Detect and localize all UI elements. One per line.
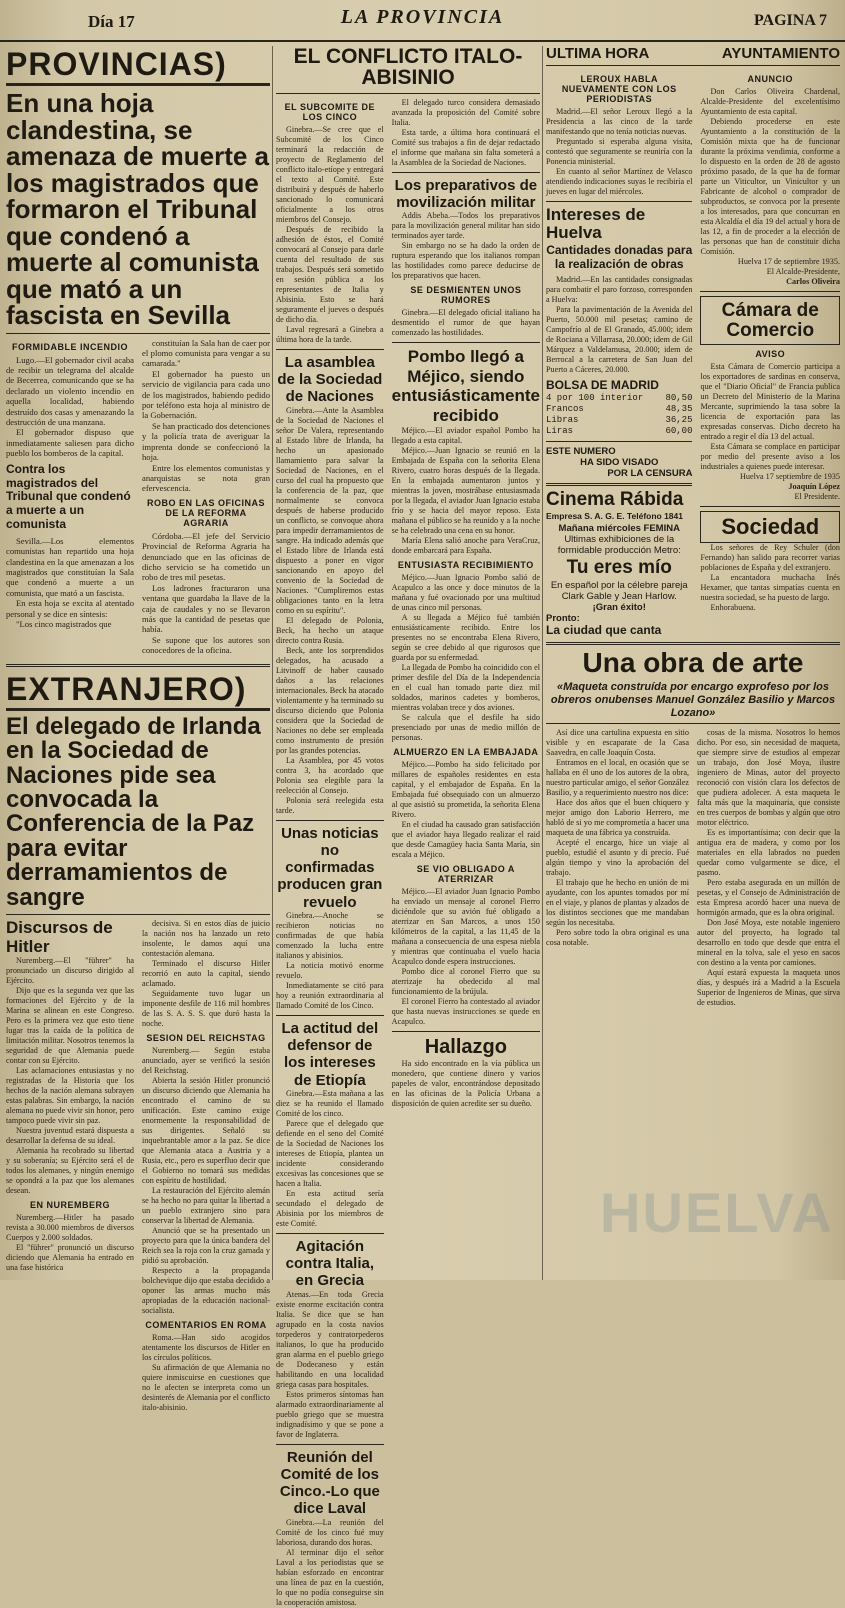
- divider: [276, 1015, 384, 1016]
- divider: [392, 1031, 540, 1032]
- paragraph: Madrid.—En las cantidades consignadas para combatir el paro forzoso, corresponden a Huelva:: [546, 274, 693, 304]
- paragraph: Sevilla.—Los elementos comunistas han repartido una hoja clandestina en la que amenazan a los magistrados que constituían la Sala que condenó a muerte a un comunista, que mató a un fascista.: [6, 535, 134, 598]
- paragraph: Nuremberg.—El "führer" ha pronunciado un discurso dirigido al Ejército.: [6, 956, 134, 986]
- paragraph: La Asamblea, por 45 votos contra 3, ha acordado que Polonia sea elegible para la reelección al Consejo.: [276, 755, 384, 795]
- paragraph: Sin embargo no se ha dado la orden de ruptura esperando que los italianos rompan las hostilidades como parece deducirse de los preparativos que hacen.: [391, 241, 540, 281]
- bolsa-row-name: 4 por 100 interior: [546, 392, 644, 403]
- paragraph: Laval regresará a Ginebra a última hora de la tarde.: [276, 324, 384, 344]
- paragraph: Ha sido encontrado en la vía pública un monedero, que contiene dinero y varios papeles de valor, encontrándose depositado en las oficinas de la Policía Urbana a disposición de quien acredite ser su dueño.: [391, 1058, 540, 1108]
- paragraph: Nuremberg.—Hitler ha pasado revista a 30.000 miembros de diversos Cuerpos y 2.000 soldados.: [6, 1213, 134, 1243]
- kicker-robo: ROBO EN LAS OFICINAS DE LA REFORMA AGRARIA: [146, 497, 265, 528]
- paragraph: Anunció que se ha presentado un proyecto para que la única bandera del Reich sea la roja con la cruz gamada y pidió su aprobación.: [142, 1226, 270, 1266]
- paragraph: A su llegada a Méjico fué también entusiásticamente recibido. Entre los presentes no se encontraba Elena Rivero, según se cree debido al que rigurosos que guarda por su enfermedad.: [391, 612, 540, 662]
- paragraph: Así dice una cartulina expuesta en sitio visible y en escaparate de la Casa Saavedra, en calle Joaquín Costa.: [546, 728, 689, 758]
- paragraph: Méjico.—El aviador español Pombo ha llegado a esta capital.: [391, 425, 540, 445]
- paragraph: Preguntado si esperaba alguna visita, contestó que seguramente se reuniría con la Ponencia ministerial.: [546, 137, 693, 167]
- paragraph: El coronel Fierro ha contestado al aviador que hasta nuevas instrucciones se quede en Acapulco.: [391, 996, 540, 1026]
- article-subcomite: [276, 98, 540, 1608]
- paragraph: Debiendo procederse en este Ayuntamiento a la constitución de la Comisión mixta que ha de funcionar durante la próxima vendimia, conforme a lo dispuesto en la orden de 28 de agosto próximo pasado, de la que ha de formar parte un Viticultor, un Vinicultor y un Fabricante de alcohol o comprador de subproductos, se convoca por la presente a los interesados, para que concurran en esta Alcaldía el día 19 del actual y hora de las 12, a fin de proceder a la elección de las personas que han de constituir dicha Comisión.: [700, 117, 840, 257]
- divider: [546, 65, 840, 66]
- headline-pombo: Pombo llegó a Méjico, siendo entusiásticamente recibido: [391, 347, 541, 425]
- camara-signature: El Presidente.: [794, 492, 840, 502]
- headline-intereses-huelva: Intereses de Huelva: [546, 205, 646, 242]
- paragraph: Se han practicado dos detenciones y la policía trata de averiguar la imprenta donde se confeccionó la hoja.: [142, 420, 270, 463]
- paragraph: constituían la Sala han de caer por el plomo comunista para vengar a su camarada.": [142, 337, 270, 369]
- headline-cinema: Cinema Rábida: [546, 488, 684, 510]
- divider: [6, 333, 270, 334]
- column-rule: [542, 46, 543, 1280]
- headline-obra-de-arte: Una obra de arte: [582, 646, 804, 678]
- paragraph: cosas de la misma. Nosotros lo hemos dicho. Por eso, sin necesidad de maqueta, que siempre sirve de estudios al empezar un trabajo, don José Moya, ilustre ingeniero de Minas, autor del proyecto reconoció con visión clara los defectos de que pudiera adolecer. A esta maqueta le falta más que la maquinaria, que consiste en tres cuerpos de bombas y algún que otro motor eléctrico.: [697, 728, 840, 828]
- headline-sociedad: Sociedad: [721, 514, 820, 540]
- paragraph: Roma.—Han sido acogidos atentamente los discursos de Hitler en los círculos políticos.: [142, 1333, 270, 1363]
- kicker-anuncio: ANUNCIO: [747, 74, 793, 85]
- headline-ayuntamiento: AYUNTAMIENTO: [721, 45, 840, 62]
- bolsa-row-value: 60,00: [665, 425, 693, 436]
- paragraph: Para la pavimentación de la Avenida del Puerto, 50.000 mil pesetas; camino de Campofrío al de El Granado, 45.000; idem de Rociana a Villarrasa, 20.000; idem de Gil Márquez a Valdelamusa, 20.000; idem de Berrocal a la carretera de San Juan del Puerto a Cáceres, 20.000.: [546, 304, 693, 374]
- paragraph: Parece que el delegado que defiende en el seno del Comité de la Sociedad de Naciones los intereses de Etiopía, plantea un incidente considerando excesivas las concesiones que se hacen a Italia.: [276, 1118, 384, 1188]
- paragraph: Ginebra.—Esta mañana a las diez se ha reunido el llamado Comité de los cinco.: [276, 1088, 384, 1118]
- divider: [276, 93, 540, 94]
- paragraph: Los ladrones fracturaron una ventana que guardaba la llave de la caja de caudales y no se llevaron más que la cantidad de pesetas que había.: [142, 582, 270, 635]
- paragraph: Alemania ha recobrado su libertad y su soberanía; su Ejército será el de todos los alemanes, y ningún enemigo se opondrá a la paz que los alemanes desean.: [6, 1146, 134, 1196]
- headline-asamblea: La asamblea de la Sociedad de Naciones: [277, 353, 383, 406]
- paragraph: Don José Moya, este notable ingeniero autor del proyecto, ha logrado tal desarrollo en todo que desde que entra el mineral en la tolva, sale el yeso en sacos con destino a la venta por camiones.: [697, 918, 840, 968]
- paragraph: Las aclamaciones entusiastas y no registradas de la Historia que los hechos de la nación alemana subrayen estas palabras. Sin embargo, la nación alemana no puede vivir sin honor, pero tampoco puede vivir sin paz.: [6, 1066, 134, 1126]
- bolsa-row: [546, 415, 692, 426]
- paragraph: Addis Abeba.—Todos los preparativos para la movilización general militar han sido terminados ayer tarde.: [391, 211, 540, 241]
- bolsa-row-value: 48,35: [665, 403, 693, 414]
- article-obra: [546, 728, 840, 1008]
- kicker-subcomite: EL SUBCOMITE DE LOS CINCO: [284, 101, 375, 122]
- headline-ultima-hora: ULTIMA HORA: [546, 45, 650, 62]
- kicker-roma: COMENTARIOS EN ROMA: [145, 1320, 267, 1331]
- kicker-obligado: SE VIO OBLIGADO A ATERRIZAR: [416, 863, 515, 884]
- cinema-next-film: La ciudad que canta: [546, 622, 662, 637]
- paragraph: Entramos en el local, en ocasión que se hallaba en él uno de los autores de la obra, nuestro particular amigo, el señor González Basilio, y a requerimiento nuestro nos dice:: [546, 758, 689, 798]
- paragraph: Ginebra.—Ante la Asamblea de la Sociedad de Naciones el señor De Valera, representando al Estado libre de Irlanda, ha hecho un apasionado llamamiento para salvar la Sociedad de Naciones, en el curso del cual ha propuesto que la conferencia de la paz, que normalmente se convoca después de haberse producido un conflicto, se convoque ahora para impedir derramamientos de sangre. Ha indicado además que el Estado libre de Irlanda está dispuesto a poner en vigor sancionando en apoyo del convenio de la Sociedad de Naciones. "Cumpliremos estas obligaciones tanto en la letra como en su espíritu".: [276, 405, 384, 615]
- headline-bolsa: BOLSA DE MADRID: [546, 377, 659, 392]
- upper-section: [546, 70, 840, 635]
- paragraph: Respecto a la propaganda bolchevique dijo que estaba decidido a oponer las armas mucho más apropiadas de la educación nacional-socialista.: [142, 1266, 270, 1316]
- divider: [546, 441, 692, 442]
- divider: [546, 723, 840, 724]
- paragraph: Esta Cámara de Comercio participa a los exportadores de sardinas en conserva, que el "Diario Oficial" de Francia publica un Decreto del Ministerio de la Marina Mercante, suprimiendo la tasa sobre la licencia de exportación para las expresadas conservas. Dicho decreto ha entrado a regir el día 13 del actual.: [700, 362, 840, 442]
- divider: [392, 342, 540, 343]
- article-incendio: [6, 338, 270, 656]
- paragraph: Al terminar dijo el señor Laval a los periodistas que se habían esforzado en encontrar una línea de paz en la cuestión, lo que no podía conseguirse sin la cooperación amistosa.: [276, 1547, 384, 1607]
- paragraph: Entre los elementos comunistas y anarquistas se nota gran efervescencia.: [142, 462, 270, 494]
- paragraph: Madrid.—El señor Leroux llegó a la Presidencia a las cinco de la tarde manifestando que no tenía noticias nuevas.: [546, 107, 693, 137]
- paragraph: Ginebra.—Anoche se recibieron noticias no confirmadas de que había comenzado la lucha entre italianos y abisinios.: [276, 910, 384, 960]
- ultima-hora-header: [546, 46, 840, 61]
- paragraph: decisiva. Si en estos días de juicio la nación nos ha lanzado un reto insolente, le damos aquí una contestación alemana.: [142, 919, 270, 959]
- paragraph: Su afirmación de que Alemania no quiere inmiscuirse en cuestiones que no le afecten se interpreta como un desinterés de Alemania por el conflicto italo-abisinio.: [142, 1363, 270, 1413]
- divider: [276, 349, 384, 350]
- bolsa-row: [546, 404, 692, 415]
- bolsa-row-name: Francos: [546, 403, 584, 414]
- section-title-extranjero: EXTRANJERO): [6, 671, 270, 711]
- censura-note-mid: HA SIDO VISADO: [580, 456, 659, 468]
- paragraph: Esta Cámara se complace en participar por medio del presente aviso a los industriales a quienes puede interesar.: [700, 442, 840, 472]
- headline-reunion: Reunión del Comité de los Cinco.-Lo que dice Laval: [279, 1448, 380, 1518]
- paragraph: El "führer" pronunció un discurso diciendo que Alemania ha entrado en una fase histórica: [6, 1243, 134, 1273]
- box-camara: [700, 296, 840, 345]
- paragraph: Inmediatamente se citó para hoy a reunión extraordinaria al llamado Comité de los Cinco.: [276, 980, 384, 1010]
- kicker-nuremberg: EN NUREMBERG: [29, 1200, 110, 1211]
- paragraph: Atenas.—En toda Grecia existe enorme excitación contra Italia. Se dice que se han agrupado en la costa navíos torpederos y contratorpederos italianos, lo que ha producido gran alarma en el pueblo griego de Dodecaneso y están habilitando en una localidad griega casas para hospitales.: [276, 1289, 384, 1389]
- divider: [276, 1233, 384, 1234]
- paragraph: Nuremberg.— Según estaba anunciado, ayer se verificó la sesión del Reichstag.: [142, 1046, 270, 1076]
- headline-clandestina: En una hoja clandestina, se amenaza de muerte a los magistrados que formaron el Tribunal que condenó a muerte al comunista que mató a un fascista en Sevilla: [6, 88, 270, 331]
- paragraph: Méjico.—Pombo ha sido felicitado por millares de españoles residentes en esta capital, y el embajador de España. En la Embajada fué obsequiado con un almuerzo al que asistió su prometida, la señorita Elena Rivero.: [391, 759, 540, 819]
- censura-note-left: ESTE NUMERO: [546, 445, 616, 457]
- paragraph: Pero estaba asegurada en un millón de pesetas, y el Consejo de Administración de esta Empresa acordó hacer una nueva de hormigón armado, que es la obra original.: [697, 878, 840, 918]
- headline-actitud: La actitud del defensor de los intereses de Etiopía: [281, 1019, 379, 1089]
- headline-camara: Cámara de Comercio: [721, 300, 819, 341]
- paragraph: Polonia será reelegida esta tarde.: [276, 795, 384, 815]
- cinema-line: ¡Gran éxito!: [592, 601, 646, 613]
- kicker-aviso: AVISO: [755, 349, 786, 360]
- column-ultima-hora: [546, 46, 840, 1280]
- paragraph: Ginebra.—Se cree que el Subcomité de los Cinco terminará la redacción de proyecto de Reglamento del conflicto italo-etíope y entregará el texto al Comité. Este distribuirá y después de haberlo sancionado lo comunicará oficialmente a los otros miembros del Consejo.: [276, 124, 384, 224]
- divider: [276, 1444, 384, 1445]
- kicker-entusiasta: ENTUSIASTA RECIBIMIENTO: [397, 559, 534, 570]
- masthead-title: LA PROVINCIA: [340, 6, 505, 28]
- paragraph: Abierta la sesión Hitler pronunció un discurso diciendo que Alemania ha encontrado el camino de su unificación. Este camino exige enormemente la responsabilidad de sus dirigentes. Señaló su inquebrantable amor a la paz. Se dice que Alemania ataca a Austria y a Rusia, etc., pero es superfluo decir que el Gobierno no tomará sus medidas con espíritu de hostilidad.: [142, 1076, 270, 1186]
- paragraph: Ginebra.—El delegado oficial italiano ha desmentido el rumor de que hayan comenzado las hostilidades.: [391, 308, 540, 338]
- divider: [276, 820, 384, 821]
- divider: [546, 483, 692, 486]
- headline-conflicto: EL CONFLICTO ITALO-ABISINIO: [293, 45, 523, 90]
- article-hitler: [6, 919, 270, 1413]
- camara-date: Huelva 17 septiembre de 1935: [739, 472, 840, 482]
- kicker-desmienten: SE DESMIENTEN UNOS RUMORES: [410, 285, 522, 306]
- divider: [546, 642, 840, 645]
- column-conflicto: [276, 45, 541, 1607]
- bolsa-row-value: 80,50: [665, 392, 693, 403]
- subheadline-magistrados: Contra los magistrados del Tribunal que condenó a muerte a un comunista: [6, 461, 131, 531]
- censura-note-right: POR LA CENSURA: [607, 467, 693, 479]
- paragraph: Los señores de Rey Schuler (don Fernando) han salido para recorrer varias poblaciones de España y del extranjero.: [700, 543, 840, 573]
- headline-irlanda: El delegado de Irlanda en la Sociedad de Naciones pide sea convocada la Conferencia de la Paz para evitar derramamientos de sangre: [6, 712, 261, 911]
- divider: [700, 291, 840, 292]
- paragraph: Beck, ante los sorprendidos delegados, ha acusado a Litvinoff de haber causado daños a las relaciones internacionales. Beck ha atacado violentamente y ha terminado su discurso diciendo que Polonia considera que la Sociedad de Naciones no debe ser empleada como instrumento de presión por las grandes potencias.: [276, 645, 384, 755]
- section-title-provincias: PROVINCIAS): [6, 46, 270, 86]
- cinema-line: En español por la célebre pareja Clark Gable y Jean Harlow.: [550, 579, 688, 602]
- paragraph: Terminado el discurso Hitler recorrió en auto la capital, siendo aclamado.: [142, 959, 270, 989]
- headline-preparativos: Los preparativos de movilización militar: [394, 176, 538, 212]
- paragraph: Seguidamente tuvo lugar un imponente desfile de 116 mil hombres de las S. A. S. S. que duró hasta la noche.: [142, 989, 270, 1029]
- paragraph: "Los cinco magistrados que: [16, 618, 112, 629]
- paragraph: En esta hoja se excita al atentado personal y se dice en síntesis:: [6, 598, 134, 619]
- headline-agitacion: Agitación contra Italia, en Grecia: [285, 1237, 375, 1290]
- paragraph: Don Carlos Oliveira Chardenal, Alcalde-Presidente del excelentísimo Ayuntamiento de esta capital.: [700, 87, 840, 117]
- paragraph: Después de recibido la adhesión de éstos, el Comité convocará al Consejo para darle cuenta del resultado de sus trabajos. Después será sometido en sesión pública a los representantes de Italia y Abisinia. Esto se hará seguramente el jueves o después de dicho día.: [276, 224, 384, 324]
- subheadline-cantidades: Cantidades donadas para la realización de obras: [546, 242, 693, 271]
- ayto-signature: El Alcalde-Presidente,: [766, 267, 840, 277]
- bolsa-row-value: 36,25: [665, 414, 693, 425]
- camara-signature-name: Joaquín López: [788, 482, 840, 492]
- paragraph: Lugo.—El gobernador civil acaba de recibir un telegrama del alcalde de Becerrea, comunicando que se ha declarado un violento incendio en aquella localidad, habiendo destruído dos casas y amenazando la destrucción de una manzana.: [6, 354, 134, 428]
- paragraph: La noticia motivó enorme revuelo.: [276, 960, 384, 980]
- paragraph: El gobernador dispuso que inmediatamente saliesen para dicho pueblo los bomberos de la capital.: [6, 427, 134, 459]
- paragraph: María Elena salió anoche para VeraCruz, donde embarcará para España.: [391, 535, 540, 555]
- paragraph: Méjico.—Juan Ignacio se reunió en la Embajada de España con la señorita Elena Rivero, cuatro horas después de la llegada. En la embajada aumentaron juntos y mientras la joven, mostrábase entusiasmada por la llegada, el aviador Juan Ignacio estaba frío y se hacia del mayor reposo. Esta mañana el público se ha reunido y a la noche se ha celebrado una cena en su honor.: [391, 445, 540, 535]
- paragraph: Es es importantísima; con decir que la antigua era de madera, y como por los materiales en ella labrados no pueden quedar como vulgarmente se dice, el pasmo.: [697, 828, 840, 878]
- bolsa-row-name: Libras: [546, 414, 579, 425]
- kicker-almuerzo: ALMUERZO EN LA EMBAJADA: [393, 746, 539, 757]
- paragraph: La restauración del Ejército alemán se ha hecho no para quitar la libertad a un pueblo extranjero sino para conservar la libertad de Alemania.: [142, 1186, 270, 1226]
- masthead: [0, 0, 845, 44]
- paragraph: Méjico.—El aviador Juan Ignacio Pombo ha enviado un mensaje al coronel Fierro diciéndole que su avión fué obligado a aterrizar en San Marcos, a unos 150 kilómetros de la capital, a las 11,45 de la mañana a consecuencia de una espesa niebla y mientras que continuaba el vuelo hacia Acapulco donde espera instrucciones.: [391, 886, 540, 966]
- bolsa-row-name: Liras: [546, 425, 574, 436]
- paragraph: En el ciudad ha causado gran satisfacción que el aviador haya llegado realizar el raid que desde Camagüey hacia Santa María, sin escala a Méjico.: [391, 819, 540, 859]
- headline-noticias: Unas noticias no confirmadas producen gran revuelo: [277, 824, 383, 911]
- paragraph: El delegado de Polonia, Beck, ha hecho un ataque directo contra Rusia.: [276, 615, 384, 645]
- masthead-rule: [0, 40, 845, 42]
- bolsa-table: [546, 393, 692, 437]
- kicker-incendio: FORMIDABLE INCENDIO: [12, 341, 128, 352]
- paragraph: En esta actitud sería secundado el delegado de Abisinia por los miembros de este Comité.: [276, 1188, 384, 1228]
- bolsa-row: [546, 426, 692, 437]
- column-provincias: [6, 46, 270, 1413]
- paragraph: Dijo que es la segunda vez que las formaciones del Ejército y de la Marina se alinean en este Congreso. Pero es la primera vez que esto tiene lugar tras la caída de la política de limitación militar. Nosotros tenemos la seguridad de que Alemania puede contar con su Ejército.: [6, 986, 134, 1066]
- paragraph: Hace dos años que el buen chiquero y mejor amigo don Laborio Herrero, me habló de si yo me comprometía a hacer una maqueta de una fábrica ya construída.: [546, 798, 689, 838]
- column-rule: [272, 46, 273, 1280]
- paragraph: Méjico.—Juan Ignacio Pombo salió de Acapulco a las once y doce minutos de la mañana y fué ovacionado por una multitud de unas cinco mil personas.: [391, 572, 540, 612]
- cinema-company: Empresa S. A. G. E. Teléfono 1841: [546, 511, 683, 522]
- cinema-line: Ultimas exhibiciones de la formidable producción Metro:: [557, 534, 681, 557]
- paragraph: El delegado turco considera demasiado avanzada la proposición del Comité sobre Italia.: [391, 97, 540, 127]
- divider: [546, 201, 692, 202]
- paragraph: Estos primeros síntomas han alarmado extraordinariamente al pueblo griego que se muestra indignadísimo y que se pone a favor de Inglaterra.: [276, 1389, 384, 1439]
- ayto-signature-name: Carlos Oliveira: [786, 277, 840, 287]
- divider: [6, 664, 270, 667]
- divider: [700, 506, 840, 507]
- paragraph: Esta tarde, a última hora continuará el Comité sus trabajos a fin de dejar redactado el informe que mañana sin falta someterá a la Asamblea de la Sociedad de Naciones.: [391, 127, 540, 167]
- paragraph: Acepté el encargo, hice un viaje al pueblo, estudié el asunto y di precio. Fué algún tiempo y vino la aprobación del trabajo.: [546, 838, 689, 878]
- paragraph: Nuestra juventud estará dispuesta a desarrollar la defensa de su ideal.: [6, 1126, 134, 1146]
- bolsa-row: [546, 393, 692, 404]
- paragraph: El trabajo que he hecho en unión de mi ayudante, con los apuntes tomados por mí en el viaje, y planos de plantas y alzados de los distintos secciones que me mandaban según los necesitaba.: [546, 878, 689, 928]
- box-sociedad: [700, 511, 840, 543]
- masthead-page: PAGINA 7: [753, 12, 827, 29]
- paragraph: Se calcula que el desfile ha sido presenciado por unas de medio millón de personas.: [391, 712, 540, 742]
- cinema-film-title: Tu eres mío: [566, 557, 672, 579]
- paragraph: Aquí estará expuesta la maqueta unos días, y después irá a Madrid a la Escuela Superior de Ingenieros de Minas, que sirva de estudios.: [697, 968, 840, 1008]
- cinema-line: Mañana miércoles FEMINA: [558, 523, 680, 535]
- divider: [6, 914, 270, 915]
- paragraph: Pombo dice al coronel Fierro que su aterrizaje ha obedecido al mal funcionamiento de la brújula.: [391, 966, 540, 996]
- archive-watermark: HUELVA: [600, 1181, 834, 1244]
- paragraph: Pero sobre todo la obra original es una cosa notable.: [546, 928, 689, 948]
- paragraph: Córdoba.—El jefe del Servicio Provincial de Reforma Agraria ha denunciado que en las oficinas de dicho servicio se ha cometido un robo de tres mil pesetas.: [142, 530, 270, 583]
- kicker-leroux: LEROUX HABLA NUEVAMENTE CON LOS PERIODISTAS: [561, 74, 677, 105]
- masthead-day: Día 17: [88, 12, 135, 31]
- ayto-date: Huelva 17 de septiembre 1935.: [737, 257, 840, 267]
- paragraph: El gobernador ha puesto un servicio de vigilancia para cada uno de los magistrados, habiendo pedido por teléfono esta hoja al ministro de la Gobernación.: [142, 368, 270, 421]
- headline-hitler: Discursos de Hitler: [6, 918, 113, 956]
- headline-hallazgo: Hallazgo: [424, 1035, 507, 1058]
- paragraph: En cuanto al señor Martínez de Velasco atendiendo indicaciones suyas le recibiría el jueves en lugar del miércoles.: [546, 167, 693, 197]
- kicker-reichstag: SESION DEL REICHSTAG: [146, 1033, 266, 1044]
- paragraph: Ginebra.—La reunión del Comité de los cinco fué muy laboriosa, durando dos horas.: [276, 1517, 384, 1547]
- paragraph: La encantadora muchacha Inés Hexamer, que tantas simpatías cuenta en nuestra sociedad, se ha puesto de largo.: [700, 573, 840, 603]
- paragraph: Enhorabuena.: [710, 603, 756, 613]
- cinema-line: Pronto:: [546, 612, 580, 624]
- paragraph: Se supone que los autores son conocedores de la oficina.: [142, 634, 270, 656]
- subheadline-maqueta: «Maqueta construída por encargo exprofeso por los obreros onubenses Manuel González Basilio y Marcos Lozano»: [550, 681, 836, 719]
- paragraph: La llegada de Pombo ha coincidido con el primer desfile del Día de la Independencia en el cual han tomado parte diez mil soldados, marinos cadetes y bomberos, mientras volaban trece y dos aviones.: [391, 662, 540, 712]
- divider: [392, 172, 540, 173]
